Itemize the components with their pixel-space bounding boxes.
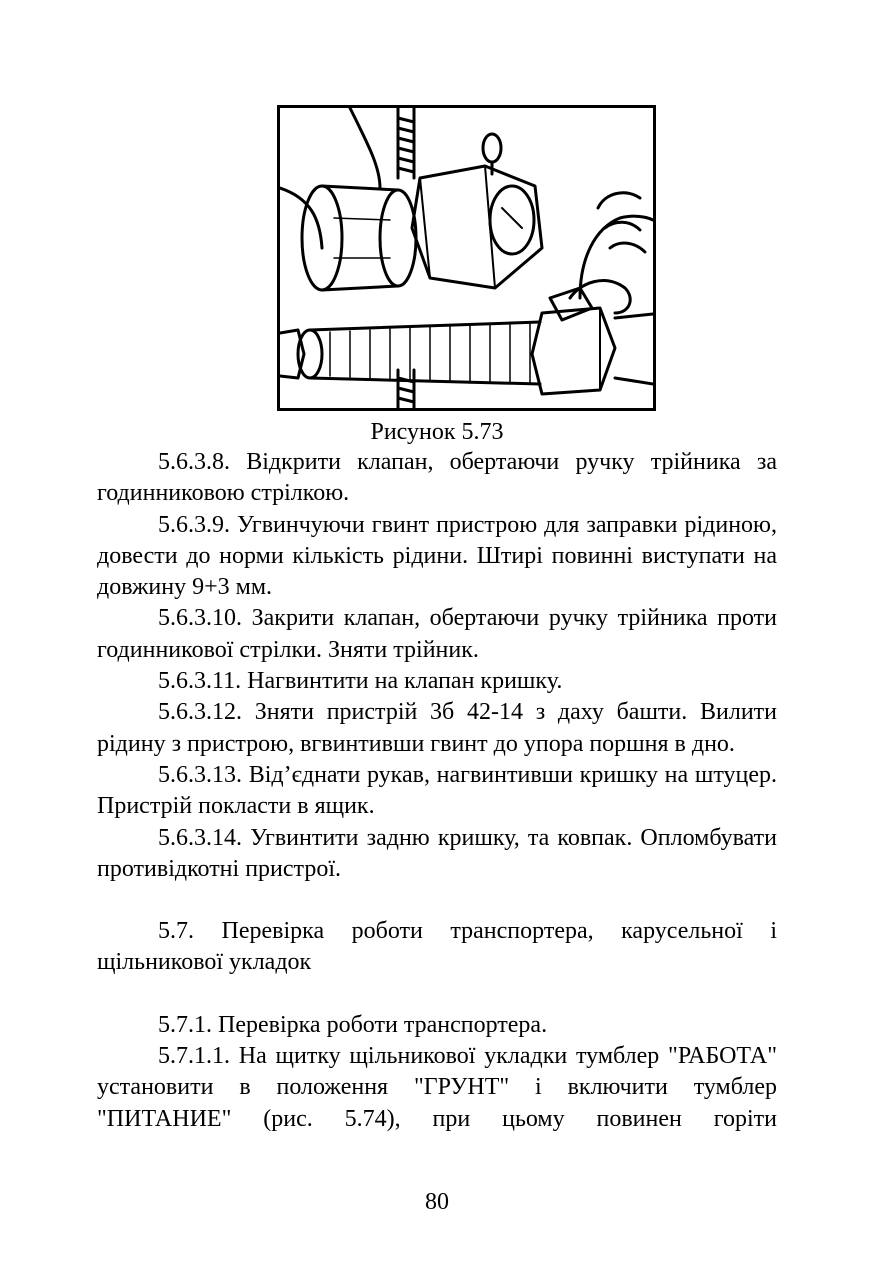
- paragraph-5-6-3-9: 5.6.3.9. Угвинчуючи гвинт пристрою для заправки рідиною, довести до норми кількість рідини. Штирі повинні виступати на довжину 9+3 мм.: [97, 511, 777, 601]
- paragraph-5-6-3-11: 5.6.3.11. Нагвинтити на клапан кришку.: [158, 668, 563, 695]
- valve-adjustment-drawing-icon: [280, 108, 653, 408]
- subsection-heading-5-7-1: 5.7.1. Перевірка роботи транспортера.: [158, 1011, 548, 1038]
- figure-caption: Рисунок 5.73: [370, 419, 504, 445]
- figure-5-73: [277, 105, 656, 411]
- paragraph-5-6-3-12: 5.6.3.12. Зняти пристрій 3б 42-14 з даху башти. Вилити рідину з пристрою, вгвинтивши гвинт до упора поршня в дно.: [97, 699, 777, 757]
- section-heading-5-7: 5.7. Перевірка роботи транспортера, карусельної і щільникової укладок: [97, 918, 777, 976]
- page-number: 80: [425, 1189, 449, 1215]
- body-text: [97, 447, 777, 1135]
- paragraph-5-7-1-1: 5.7.1.1. На щитку щільникової укладки тумблер "РАБОТА" установити в положення "ГРУНТ" і включити тумблер "ПИТАНИЕ" (рис. 5.74), при цьому повинен горіти: [97, 1043, 777, 1132]
- paragraph-5-6-3-13: 5.6.3.13. Від’єднати рукав, нагвинтивши кришку на штуцер. Пристрій покласти в ящик.: [97, 761, 777, 820]
- spacer: [97, 885, 777, 916]
- paragraph-5-6-3-14: 5.6.3.14. Угвинтити задню кришку, та ковпак. Опломбувати противідкотні пристрої.: [97, 824, 777, 882]
- paragraph-5-6-3-8: 5.6.3.8. Відкрити клапан, обертаючи ручку трійника за годинниковою стрілкою.: [97, 449, 777, 507]
- paragraph-5-6-3-10: 5.6.3.10. Закрити клапан, обертаючи ручку трійника проти годинникової стрілки. Зняти трійник.: [97, 605, 777, 663]
- spacer: [97, 979, 777, 1010]
